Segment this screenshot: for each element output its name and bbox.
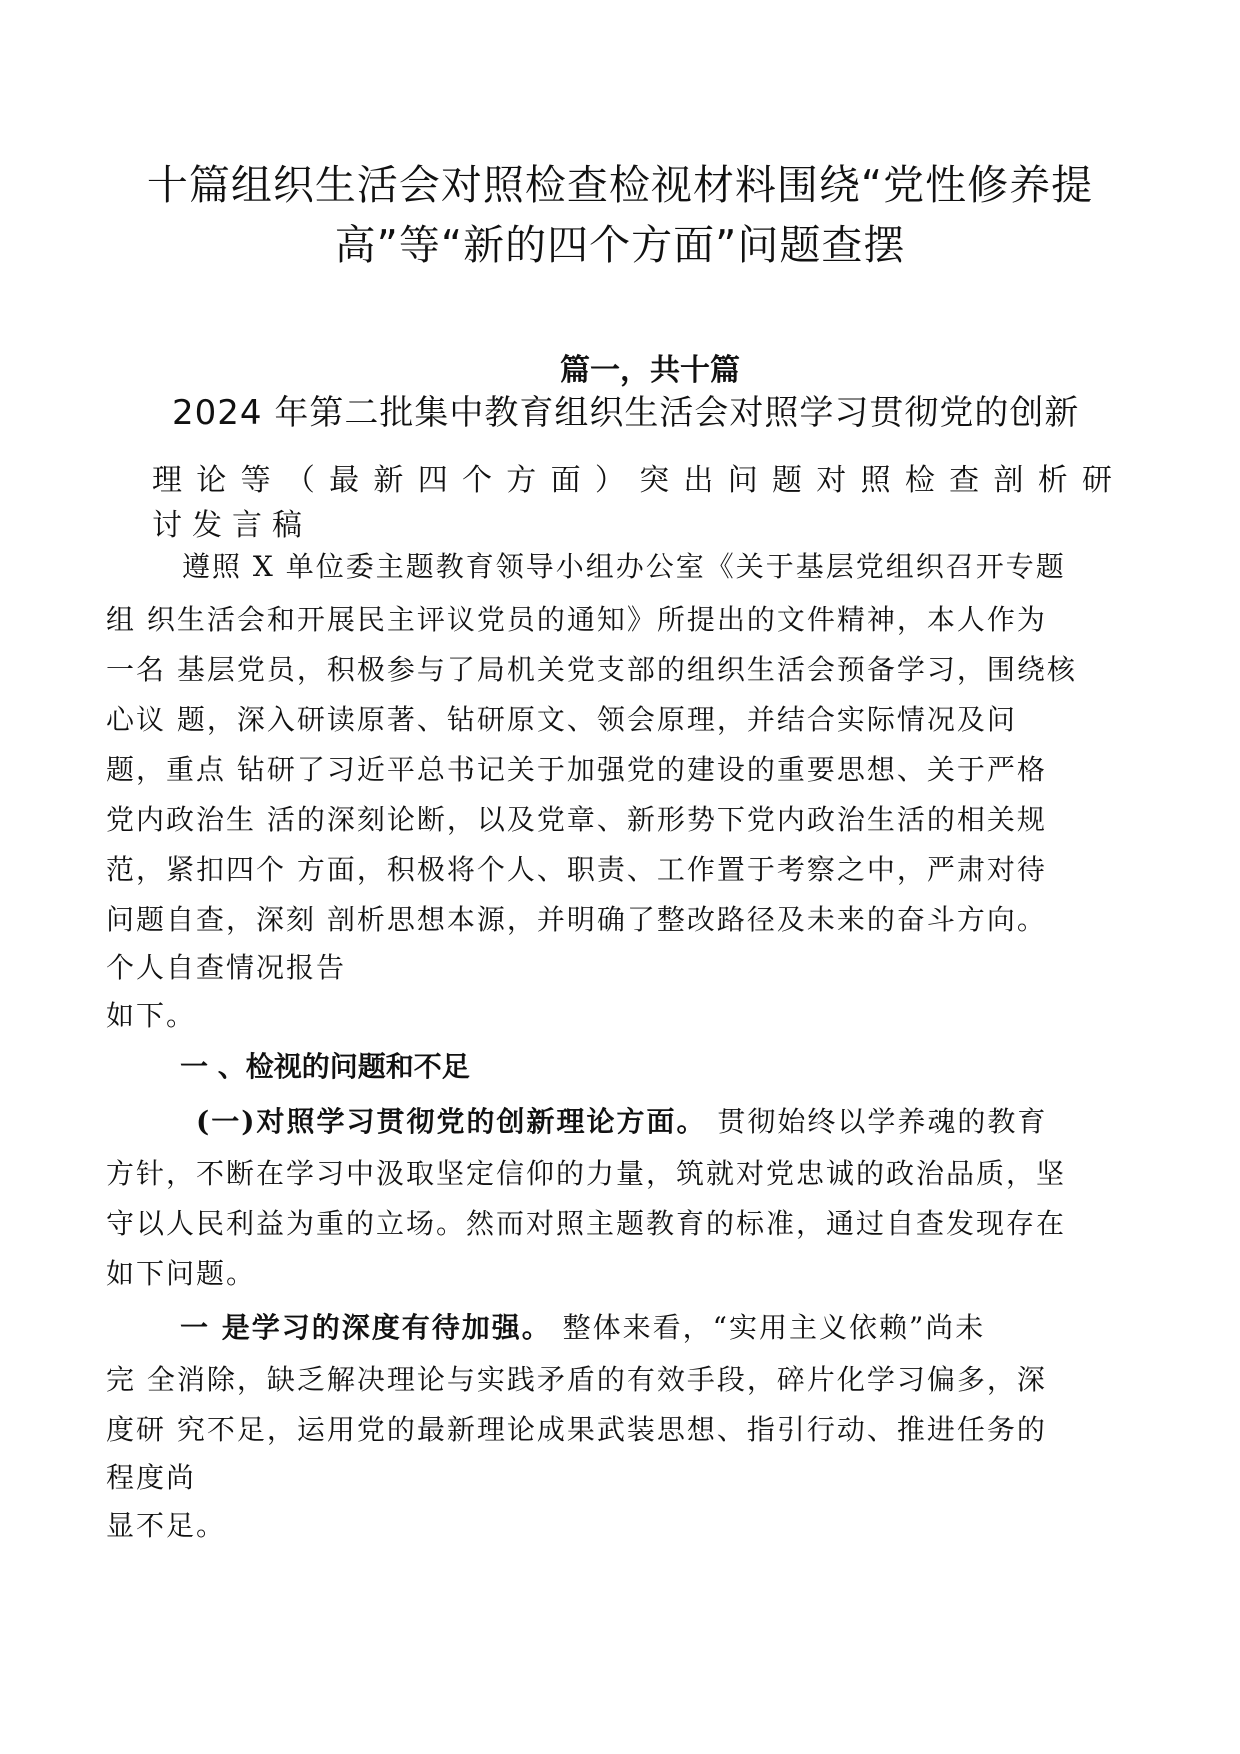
chapter-title-line-1: 2024 年第二批集中教育组织生活会对照学习贯彻党的创新 xyxy=(172,393,1080,433)
subsection-1-rest: 贯彻始终以学养魂的教育 xyxy=(706,1105,1048,1138)
chapter-label: 篇一，共十篇 xyxy=(560,353,740,388)
intro-line-9: 个人自查情况报告 xyxy=(106,951,347,984)
chapter-title-line-3: 讨发言稿 xyxy=(152,508,312,543)
document-title-line-1: 十篇组织生活会对照检查检视材料围绕“党性修养提 xyxy=(146,161,1094,209)
chapter-title-line-2: 理论等（最新四个方面）突出问题对照检查剖析研 xyxy=(152,463,1112,498)
intro-line-4: 心议 题，深入研读原著、钻研原文、领会原理，并结合实际情况及问 xyxy=(106,703,1017,736)
subsection-1-line-2: 方针，不断在学习中汲取坚定信仰的力量，筑就对党忠诚的政治品质，坚 xyxy=(106,1157,1067,1190)
section-heading: 一 、检视的问题和不足 xyxy=(180,1050,470,1083)
point-1-rest: 整体来看，“实用主义依赖”尚未 xyxy=(551,1311,986,1344)
intro-line-8: 问题自查，深刻 剖析思想本源，并明确了整改路径及未来的奋斗方向。 xyxy=(106,903,1047,936)
subsection-1-line-4: 如下问题。 xyxy=(106,1257,257,1290)
document-title-line-2: 高”等“新的四个方面”问题查摆 xyxy=(334,221,906,269)
document-title xyxy=(110,155,1130,275)
intro-line-2: 组 织生活会和开展民主评议党员的通知》所提出的文件精神，本人作为 xyxy=(106,603,1047,636)
intro-line-5: 题，重点 钻研了习近平总书记关于加强党的建设的重要思想、关于严格 xyxy=(106,753,1047,786)
point-1-line-5: 显不足。 xyxy=(106,1509,227,1542)
point-1-line-3: 度研 究不足，运用党的最新理论成果武装思想、指引行动、推进任务的 xyxy=(106,1413,1047,1446)
intro-line-3: 一名 基层党员，积极参与了局机关党支部的组织生活会预备学习，围绕核 xyxy=(106,653,1077,686)
subsection-1-lead: (一)对照学习贯彻党的创新理论方面。 xyxy=(196,1105,707,1138)
intro-line-1: 遵照 X 单位委主题教育领导小组办公室《关于基层党组织召开专题 xyxy=(182,550,1066,583)
subsection-1-first-line xyxy=(196,1100,1047,1140)
point-1-first-line xyxy=(180,1306,985,1346)
subsection-1-line-3: 守以人民利益为重的立场。然而对照主题教育的标准，通过自查发现存在 xyxy=(106,1207,1067,1240)
point-1-line-2: 完 全消除，缺乏解决理论与实践矛盾的有效手段，碎片化学习偏多，深 xyxy=(106,1363,1047,1396)
point-1-lead: 一 是学习的深度有待加强。 xyxy=(180,1311,552,1344)
intro-line-10: 如下。 xyxy=(106,999,197,1032)
intro-line-6: 党内政治生 活的深刻论断，以及党章、新形势下党内政治生活的相关规 xyxy=(106,803,1047,836)
intro-line-7: 范，紧扣四个 方面，积极将个人、职责、工作置于考察之中，严肃对待 xyxy=(106,853,1047,886)
point-1-line-4: 程度尚 xyxy=(106,1461,197,1494)
